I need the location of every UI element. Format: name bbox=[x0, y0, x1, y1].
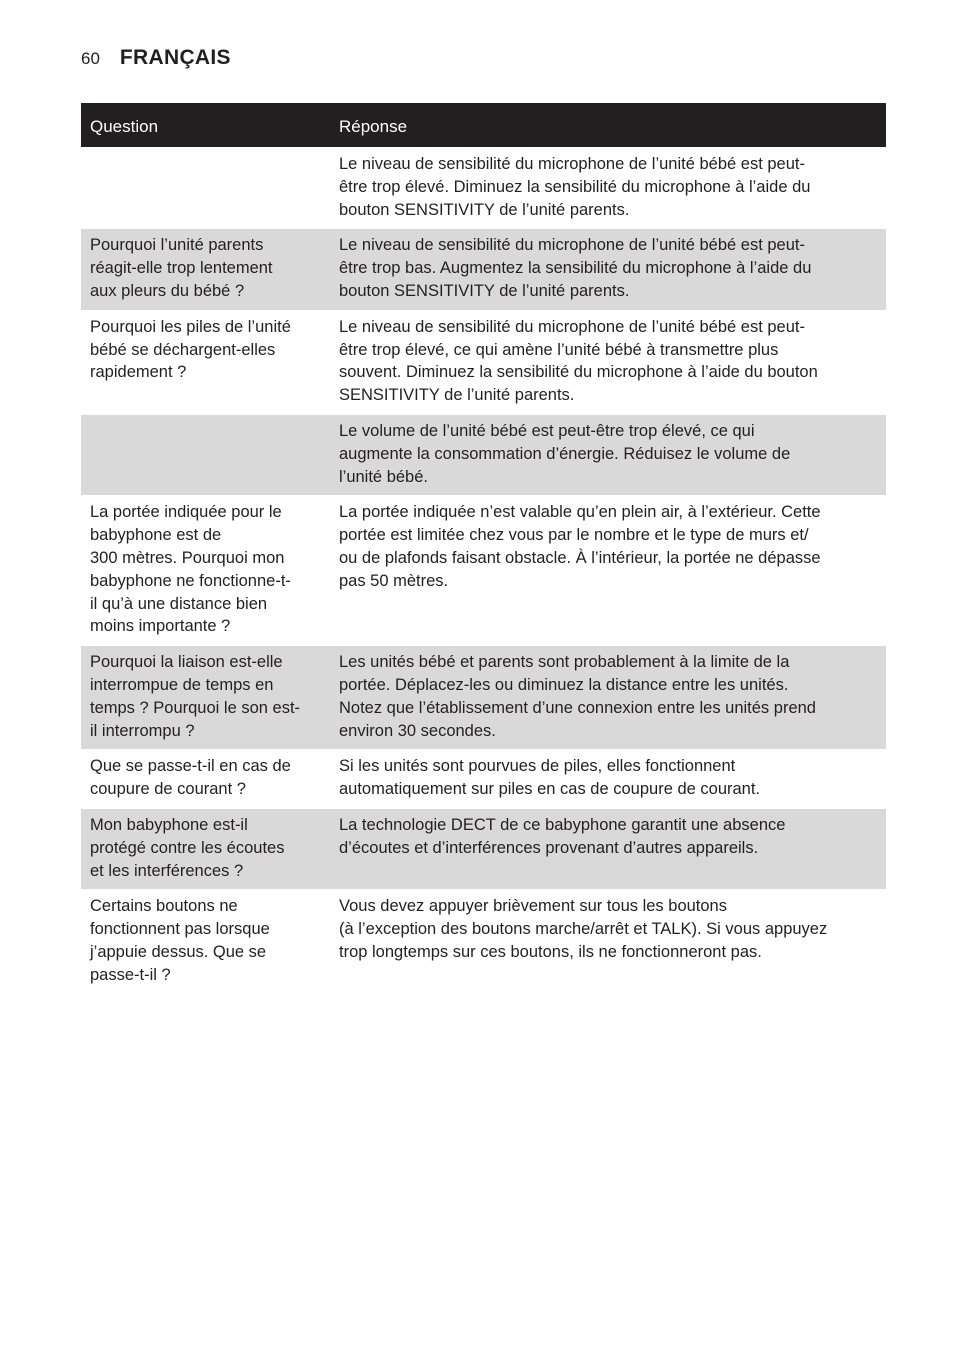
answer-cell: La portée indiquée n’est valable qu’en plein air, à l’extérieur. Cette portée est limitée chez vous par le nombre et le type de murs et/ ou de plafonds faisant obstacle. À l’intérieur, la portée ne dépasse pas 50 mètres. bbox=[339, 503, 821, 590]
table-row bbox=[81, 414, 886, 495]
column-header-answer: Réponse bbox=[339, 116, 408, 136]
question-cell: Mon babyphone est-il protégé contre les écoutes et les interférences ? bbox=[90, 815, 285, 880]
question-cell: Certains boutons ne fonctionnent pas lorsque j’appuie dessus. Que se passe-t-il ? bbox=[90, 897, 270, 984]
answer-cell: Le niveau de sensibilité du microphone de l’unité bébé est peut- être trop bas. Augmentez la sensibilité du microphone à l’aide du bouton SENSITIVITY de l’unité parents. bbox=[339, 236, 812, 300]
table-header-row bbox=[81, 103, 886, 147]
page-header bbox=[81, 46, 231, 76]
table-row bbox=[81, 310, 886, 414]
table-row bbox=[81, 495, 886, 645]
question-cell: Pourquoi la liaison est-elle interrompue de temps en temps ? Pourquoi le son est- il interrompu ? bbox=[90, 653, 301, 740]
answer-cell: Les unités bébé et parents sont probablement à la limite de la portée. Déplacez-les ou diminuez la distance entre les unités. Notez que l’établissement d’une connexion entre les unités prend environ 30 secondes. bbox=[339, 653, 816, 740]
question-cell bbox=[81, 153, 330, 221]
page-number: 60 bbox=[81, 49, 100, 68]
question-cell: Pourquoi l’unité parents réagit-elle trop lentement aux pleurs du bébé ? bbox=[90, 236, 273, 300]
answer-cell: La technologie DECT de ce babyphone garantit une absence d’écoutes et d’interférences provenant d’autres appareils. bbox=[339, 815, 786, 857]
troubleshooting-table bbox=[81, 103, 886, 994]
answer-cell: Le niveau de sensibilité du microphone de l’unité bébé est peut- être trop élevé. Diminuez la sensibilité du microphone à l’aide du bouton SENSITIVITY de l’unité parents. bbox=[339, 155, 811, 219]
answer-cell: Vous devez appuyer brièvement sur tous les boutons (à l’exception des boutons marche/arrêt et TALK). Si vous appuyez trop longtemps sur ces boutons, ils ne fonctionneront pas. bbox=[339, 897, 828, 961]
question-cell: Que se passe-t-il en cas de coupure de courant ? bbox=[90, 757, 291, 799]
table-row bbox=[81, 808, 886, 889]
answer-cell: Si les unités sont pourvues de piles, elles fonctionnent automatiquement sur piles en cas de coupure de courant. bbox=[339, 757, 761, 799]
table-row bbox=[81, 889, 886, 993]
column-header-question: Question bbox=[90, 116, 159, 136]
table-row bbox=[81, 749, 886, 808]
table-row bbox=[81, 147, 886, 228]
table-row bbox=[81, 645, 886, 749]
table-row bbox=[81, 228, 886, 309]
question-cell: Pourquoi les piles de l’unité bébé se déchargent-elles rapidement ? bbox=[90, 317, 291, 382]
question-cell: La portée indiquée pour le babyphone est de 300 mètres. Pourquoi mon babyphone ne fonctionne-t- il qu’à une distance bien moins importante ? bbox=[90, 503, 291, 636]
section-language-title: FRANÇAIS bbox=[119, 46, 231, 69]
answer-cell: Le niveau de sensibilité du microphone de l’unité bébé est peut- être trop élevé, ce qui amène l’unité bébé à transmettre plus souvent. Diminuez la sensibilité du microphone à l’aide du bouton SENSITIVITY de l’unité parents. bbox=[339, 317, 818, 405]
question-cell bbox=[81, 420, 330, 488]
answer-cell: Le volume de l’unité bébé est peut-être trop élevé, ce qui augmente la consommation d’énergie. Réduisez le volume de l’unité bébé. bbox=[339, 421, 791, 486]
